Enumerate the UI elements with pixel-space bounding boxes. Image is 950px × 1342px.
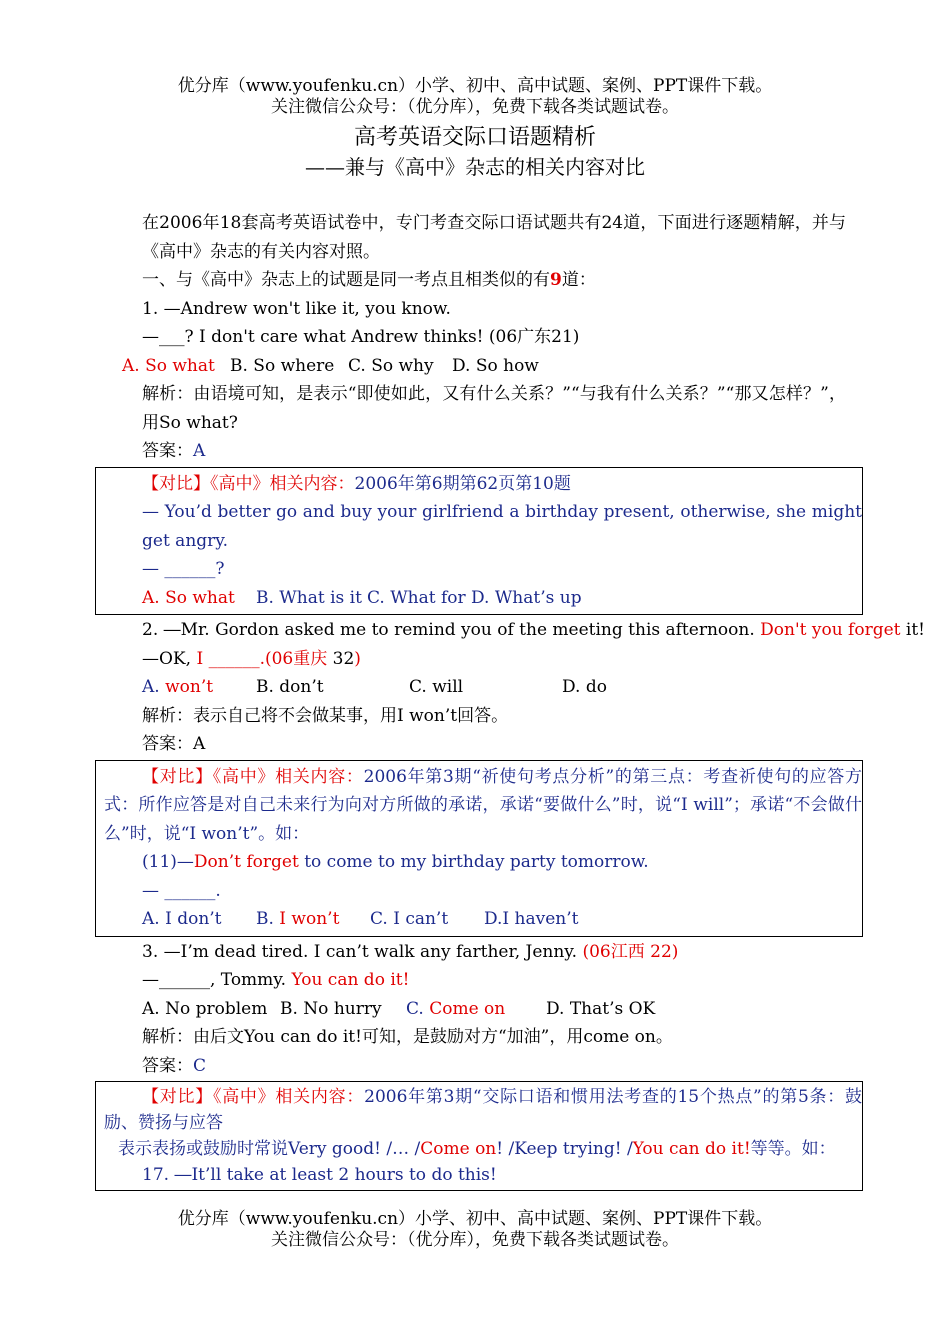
box2-question-num: (11)—: [142, 852, 194, 872]
q2-option-a-letter: A.: [142, 677, 160, 697]
q3-options: [104, 995, 846, 1024]
compare-box-2: [95, 760, 863, 937]
q2-option-a: [142, 673, 256, 702]
q1-answer-label: 答案：: [142, 441, 193, 461]
box2-option-b: [256, 905, 370, 934]
box2-blank: — ______.: [142, 880, 221, 901]
box3-line-2-pre: 表示表扬或鼓励时常说Very good! /… /: [118, 1139, 421, 1159]
q3-answer: [104, 1052, 846, 1081]
q2-line-1-post: it!: [900, 620, 925, 640]
q3-line-2: [104, 966, 846, 995]
q3-option-c: [406, 995, 546, 1024]
box3-line-2-mid: ! /Keep trying! /: [496, 1139, 633, 1159]
box2-option-b-letter: B.: [256, 909, 274, 929]
q2-analysis: 解析：表示自己将不会做某事，用I won’t回答。: [142, 705, 509, 726]
footer-line-1: 优分库（www.youfenku.cn）小学、初中、高中试题、案例、PPT课件下载。: [177, 1209, 773, 1229]
q3-analysis: 解析：由后文You can do it!可知，是鼓励对方“加油”，用come on。: [142, 1027, 673, 1047]
compare-box-3: [95, 1081, 863, 1191]
q3-option-c-word: Come on: [423, 998, 506, 1019]
intro-paragraph: 在2006年18套高考英语试卷中，专门考查交际口语试题共有24道，下面进行逐题精解，并与《高中》杂志的有关内容对照。: [142, 213, 846, 262]
document-title: 高考英语交际口语题精析: [353, 125, 596, 150]
box1-ref: 2006年第6期第62页第10题: [354, 473, 571, 494]
q2-answer: 答案：A: [142, 734, 206, 754]
q2-line-2-end: ): [354, 648, 361, 669]
q3-line-2-pre: —______, Tommy.: [142, 970, 292, 990]
q1-line-2: —___? I don't care what Andrew thinks! (06广东21): [142, 327, 580, 347]
box2-heading: [104, 763, 862, 849]
box2-ref: 2006年第3期“祈使句考点分析”的第三点：考查祈使句的应答方式：所作应答是对自己未来行为向对方所做的承诺，承诺“要做什么”时，说“I will”；承诺“不会做什么”时，说“I won’t”。如：: [104, 766, 863, 844]
q3-option-c-letter: C.: [406, 998, 424, 1019]
box2-question-post: to come to my birthday party tomorrow.: [298, 852, 649, 872]
q3-answer-value: C: [193, 1055, 207, 1076]
box2-option-a: A. I don’t: [142, 909, 222, 929]
q3-option-d: D. That’s OK: [546, 998, 656, 1019]
q1-answer: [104, 437, 846, 466]
q2-line-2-red: I ______.(06重庆: [196, 648, 328, 669]
q2-line-1-pre: 2. ―Mr. Gordon asked me to remind you of the meeting this afternoon.: [142, 620, 761, 640]
document-subtitle: ——兼与《高中》杂志的相关内容对比: [305, 155, 645, 179]
q2-line-2-pre: —OK,: [142, 648, 197, 669]
box3-line-2-red-1: Come on: [420, 1139, 497, 1159]
q3-option-b: B. No hurry: [280, 998, 382, 1019]
compare-box-1: [95, 467, 863, 616]
q1-option-c: C. So why: [348, 355, 434, 376]
q2-option-d: D. do: [562, 677, 607, 697]
box3-ref: 2006年第3期“交际口语和惯用法考查的15个热点”的第5条：鼓励、赞扬与应答: [104, 1087, 862, 1133]
box2-option-c: C. I can’t: [370, 909, 449, 929]
document-body: [104, 209, 925, 1192]
q3-line-1-num: 22): [644, 941, 679, 962]
box2-option-b-word: I won’t: [273, 909, 340, 929]
header-line-2: 关注微信公众号：（优分库），免费下载各类试题试卷。: [271, 97, 679, 117]
box1-options: [104, 584, 862, 613]
box3-line-2-post: 等等。如：: [750, 1139, 836, 1159]
q3-line-1-pre: 3. —I’m dead tired. I can’t walk any farther, Jenny.: [142, 941, 583, 962]
header-line-1: 优分库（www.youfenku.cn）小学、初中、高中试题、案例、PPT课件下载。: [177, 76, 773, 96]
q1-option-a: A. So what: [122, 355, 215, 376]
q1-option-b: B. So where: [230, 355, 335, 376]
q1-analysis: 解析：由语境可知，是表示“即使如此，又有什么关系？”“与我有什么关系？”“那又怎样？”，用So what?: [142, 384, 846, 433]
box3-heading: [104, 1084, 862, 1136]
q3-line-2-red: You can do it!: [291, 970, 410, 990]
section-1-post: 道：: [561, 270, 596, 290]
box1-option-a: A. So what: [142, 587, 235, 608]
section-1-heading: [104, 266, 846, 295]
page-footer: [0, 1209, 950, 1251]
q1-options: [104, 352, 846, 381]
box2-option-d: D.I haven’t: [484, 909, 579, 929]
q1-answer-value: A: [193, 441, 206, 461]
box2-question: [104, 848, 862, 877]
box3-tag: 【对比】《高中》相关内容：: [142, 1087, 365, 1107]
box2-tag: 【对比】《高中》相关内容：: [142, 766, 364, 787]
q2-option-c: C. will: [409, 677, 464, 697]
box1-option-d: D. What’s up: [471, 587, 582, 608]
box1-question: — You’d better go and buy your girlfriend a birthday present, otherwise, she might get angry.: [142, 502, 862, 551]
page-header: [0, 76, 950, 118]
q2-options: [104, 673, 846, 702]
box2-question-red: Don’t forget: [193, 852, 299, 872]
q3-answer-label: 答案：: [142, 1055, 193, 1076]
box3-question: 17. ―It’ll take at least 2 hours to do this!: [142, 1165, 497, 1185]
box1-heading: [104, 470, 862, 499]
q2-line-1: [104, 616, 925, 645]
box1-blank: — ______?: [142, 559, 225, 579]
q2-line-2: [104, 645, 846, 674]
box3-line-2-red-2: You can do it!: [632, 1139, 751, 1159]
q3-option-a: A. No problem: [142, 998, 268, 1019]
q3-line-1-red: (06江西: [582, 941, 645, 962]
section-1-count: 9: [550, 270, 562, 290]
box1-tag: 【对比】《高中》相关内容：: [142, 473, 355, 494]
q2-line-1-red: Don't you forget: [760, 620, 901, 640]
q2-option-b: B. don’t: [256, 677, 324, 697]
q1-line-1: 1. —Andrew won't like it, you know.: [142, 298, 451, 319]
q2-option-a-word: won’t: [159, 677, 214, 697]
q2-line-2-num: 32: [327, 648, 355, 669]
box1-option-c: C. What for: [367, 587, 466, 608]
box2-options: [104, 905, 862, 934]
q3-line-1: [104, 938, 846, 967]
q1-option-d: D. So how: [452, 355, 539, 376]
footer-line-2: 关注微信公众号：（优分库），免费下载各类试题试卷。: [271, 1230, 679, 1250]
box3-line-2: [104, 1136, 862, 1162]
section-1-pre: 一、与《高中》杂志上的试题是同一考点且相类似的有: [142, 270, 550, 290]
box1-option-b: B. What is it: [256, 587, 362, 608]
